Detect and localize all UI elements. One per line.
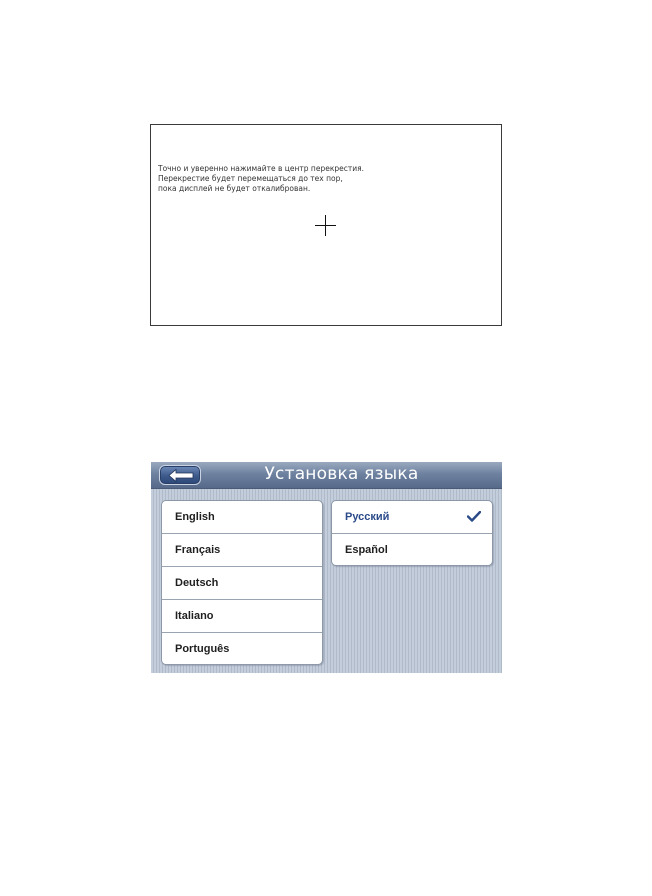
calibration-instructions [158,164,488,194]
language-item-italiano[interactable]: Italiano [162,600,322,633]
language-screen [151,462,502,673]
language-item-russian[interactable] [332,501,492,534]
header-bar [151,462,502,489]
language-list-left [161,500,323,665]
back-arrow-icon [168,469,194,482]
language-item-english[interactable]: English [162,501,322,534]
checkmark-icon [467,511,481,522]
language-item-portugues[interactable]: Português [175,643,230,655]
crosshair-icon[interactable] [315,215,336,236]
instruction-line: пока дисплей не будет откалиброван. [158,184,311,193]
language-item-deutsch[interactable]: Deutsch [162,567,322,600]
back-button[interactable] [159,465,201,485]
language-item-label: Русский [345,511,390,523]
language-item-espanol[interactable]: Español [345,544,388,556]
page-title: Установка языка [264,464,419,484]
instruction-line: Точно и уверенно нажимайте в центр перекрестия. [158,164,364,173]
instruction-line: Перекрестие будет перемещаться до тех пор, [158,174,343,183]
language-list-right [331,500,493,566]
calibration-screen[interactable] [150,124,502,326]
language-item-francais[interactable]: Français [162,534,322,567]
